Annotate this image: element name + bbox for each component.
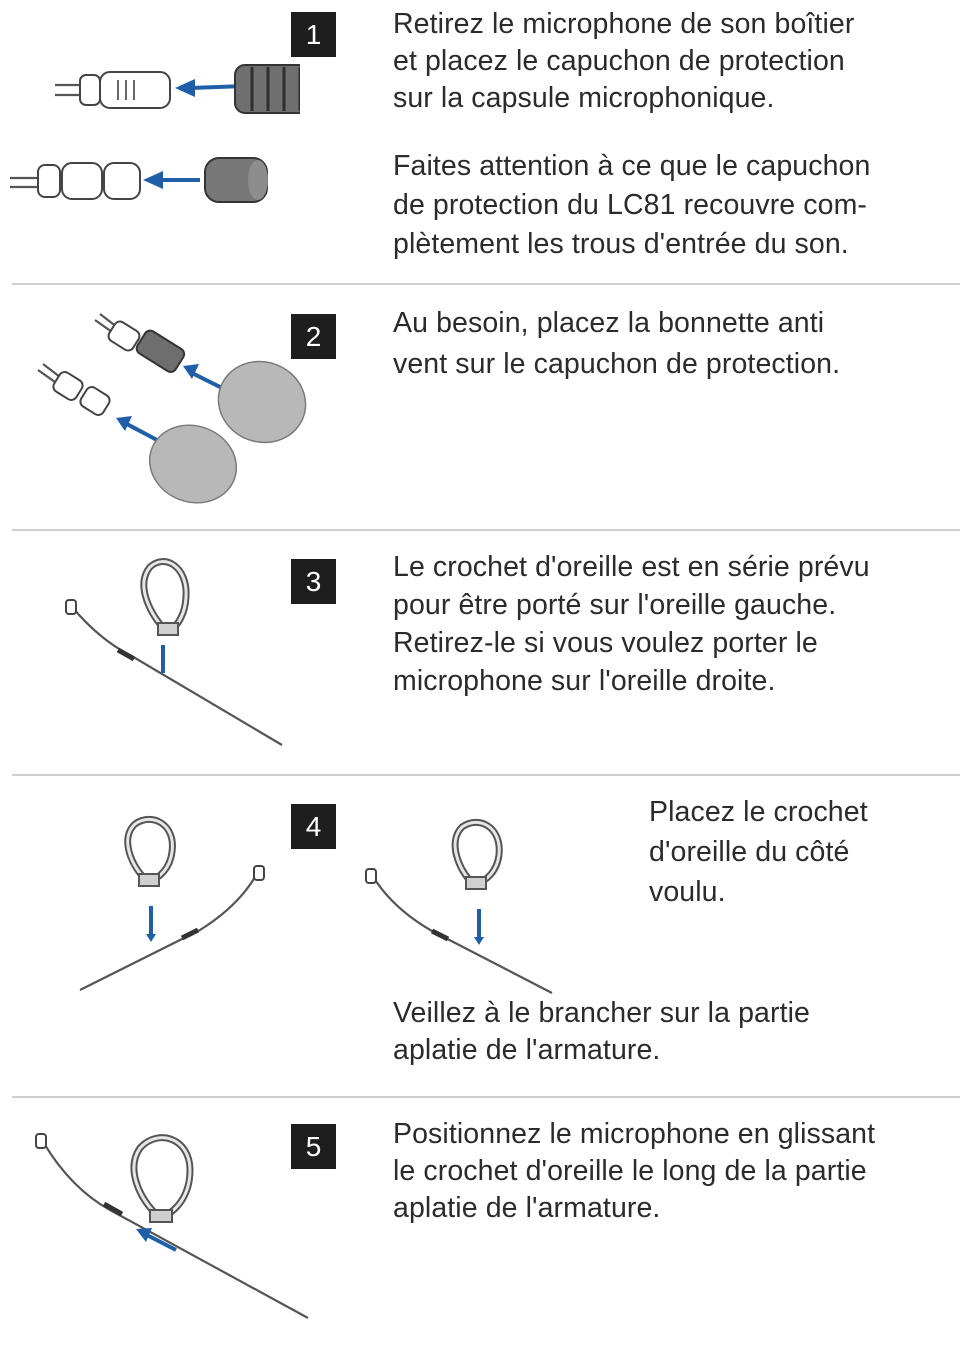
step-number-badge: 4 xyxy=(291,804,336,849)
step-5 xyxy=(0,1098,965,1337)
step-4-instruction: Placez le crochet d'oreille du côté voulu. xyxy=(649,796,868,908)
step-number-badge: 5 xyxy=(291,1124,336,1169)
step-3 xyxy=(0,530,965,775)
step-2-instruction: Au besoin, placez la bonnette anti vent sur le capuchon de protection. xyxy=(393,307,841,380)
step-number-badge: 1 xyxy=(291,12,336,57)
step-1-note: Faites attention à ce que le capuchon de protection du LC81 recouvre com- plètement les trous d'entrée du son. xyxy=(393,150,871,260)
step-1-instruction: Retirez le microphone de son boîtier et placez le capuchon de protection sur la capsule microphonique. xyxy=(393,8,855,114)
step-number-badge: 3 xyxy=(291,559,336,604)
step-2 xyxy=(0,285,965,530)
foam-windscreen-illustration xyxy=(0,300,320,520)
step-4-note: Veillez à le brancher sur la partie aplatie de l'armature. xyxy=(393,997,810,1066)
step-4 xyxy=(0,775,965,1098)
microphone-protective-cap-illustration xyxy=(0,30,300,260)
step-number-badge: 2 xyxy=(291,314,336,359)
microphone-capsule-illustration xyxy=(55,72,170,108)
ear-hook-illustration xyxy=(0,545,300,775)
ear-hook-left-illustration xyxy=(0,810,290,1040)
protective-cap-illustration xyxy=(235,65,300,113)
step-3-instruction: Le crochet d'oreille est en série prévu pour être porté sur l'oreille gauche. Retirez-le si vous voulez porter le microphone sur l'oreille droite. xyxy=(393,551,870,697)
ear-hook-sliding-illustration xyxy=(0,1118,320,1348)
step-1 xyxy=(0,0,965,285)
step-5-instruction: Positionnez le microphone en glissant le crochet d'oreille le long de la partie aplatie de l'armature. xyxy=(393,1118,876,1224)
